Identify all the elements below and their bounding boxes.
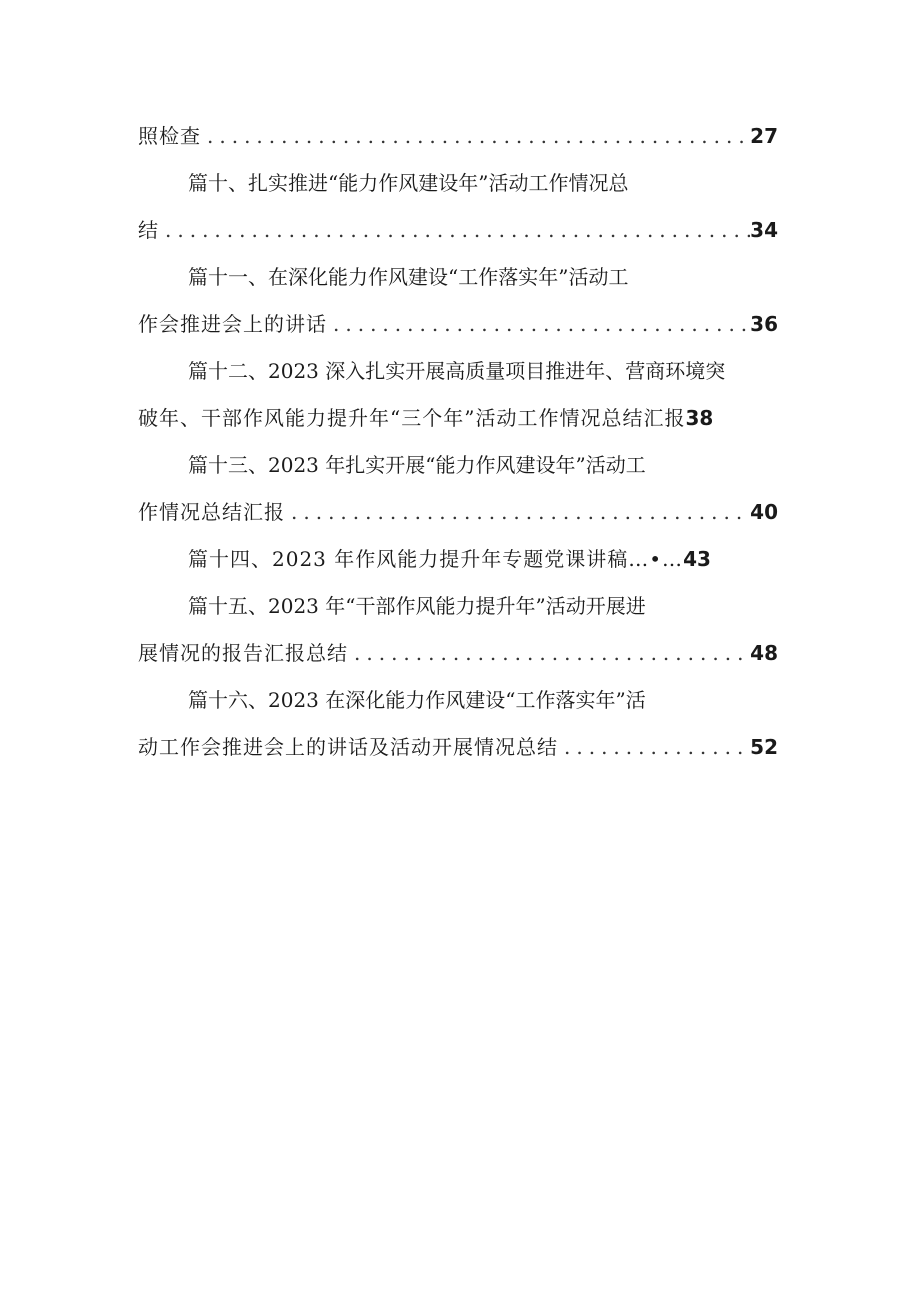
toc-leader-dots <box>348 635 750 671</box>
toc-page-number: 36 <box>750 312 778 336</box>
toc-page-number: 38 <box>685 406 714 430</box>
toc-entry-title: 动工作会推进会上的讲话及活动开展情况总结 <box>138 735 558 759</box>
toc-entry-title: 展情况的报告汇报总结 <box>138 641 348 665</box>
toc-leader-dots <box>327 306 750 342</box>
toc-entry-title: 作会推进会上的讲话 <box>138 312 327 336</box>
toc-page-number: 43 <box>683 547 711 571</box>
toc-page-number: 48 <box>750 641 778 665</box>
toc-entry-title[interactable]: 篇十、扎实推进“能力作风建设年”活动工作情况总 <box>188 171 629 195</box>
toc-page-number: 34 <box>750 218 778 242</box>
toc-page-number: 52 <box>750 735 778 759</box>
toc-entry-line[interactable] <box>138 635 778 671</box>
toc-entry-title[interactable]: 篇十六、2023 在深化能力作风建设“工作落实年”活 <box>188 688 646 712</box>
toc-page-number: 40 <box>750 500 778 524</box>
toc-leader-dots <box>285 494 750 530</box>
table-of-contents <box>138 118 778 765</box>
toc-entry-line[interactable] <box>138 729 778 765</box>
toc-entry-title[interactable]: 篇十二、2023 深入扎实开展高质量项目推进年、营商环境突 <box>188 359 726 383</box>
toc-entry-line[interactable] <box>138 541 778 577</box>
toc-leader-dots <box>201 118 750 154</box>
toc-entry-line[interactable] <box>138 494 778 530</box>
toc-entry-title: 破年、干部作风能力提升年“三个年”活动工作情况总结汇报 <box>138 406 686 430</box>
toc-leader-dots <box>159 212 750 248</box>
toc-entry-title: 结 <box>138 218 159 242</box>
toc-entry-title[interactable]: 篇十五、2023 年“干部作风能力提升年”活动开展进 <box>188 594 646 618</box>
toc-entry-line[interactable] <box>138 118 778 154</box>
toc-entry-title[interactable]: 篇十一、在深化能力作风建设“工作落实年”活动工 <box>188 265 629 289</box>
toc-page-number: 27 <box>750 124 778 148</box>
toc-entry-title: 篇十四、2023 年作风能力提升年专题党课讲稿…•… <box>188 547 684 571</box>
toc-leader-dots <box>558 729 750 765</box>
toc-entry-title[interactable]: 篇十三、2023 年扎实开展“能力作风建设年”活动工 <box>188 453 646 477</box>
toc-entry-line[interactable] <box>138 400 778 436</box>
toc-entry-title: 作情况总结汇报 <box>138 500 285 524</box>
toc-entry-line[interactable] <box>138 306 778 342</box>
toc-entry-title: 照检查 <box>138 124 201 148</box>
toc-entry-line[interactable] <box>138 212 778 248</box>
